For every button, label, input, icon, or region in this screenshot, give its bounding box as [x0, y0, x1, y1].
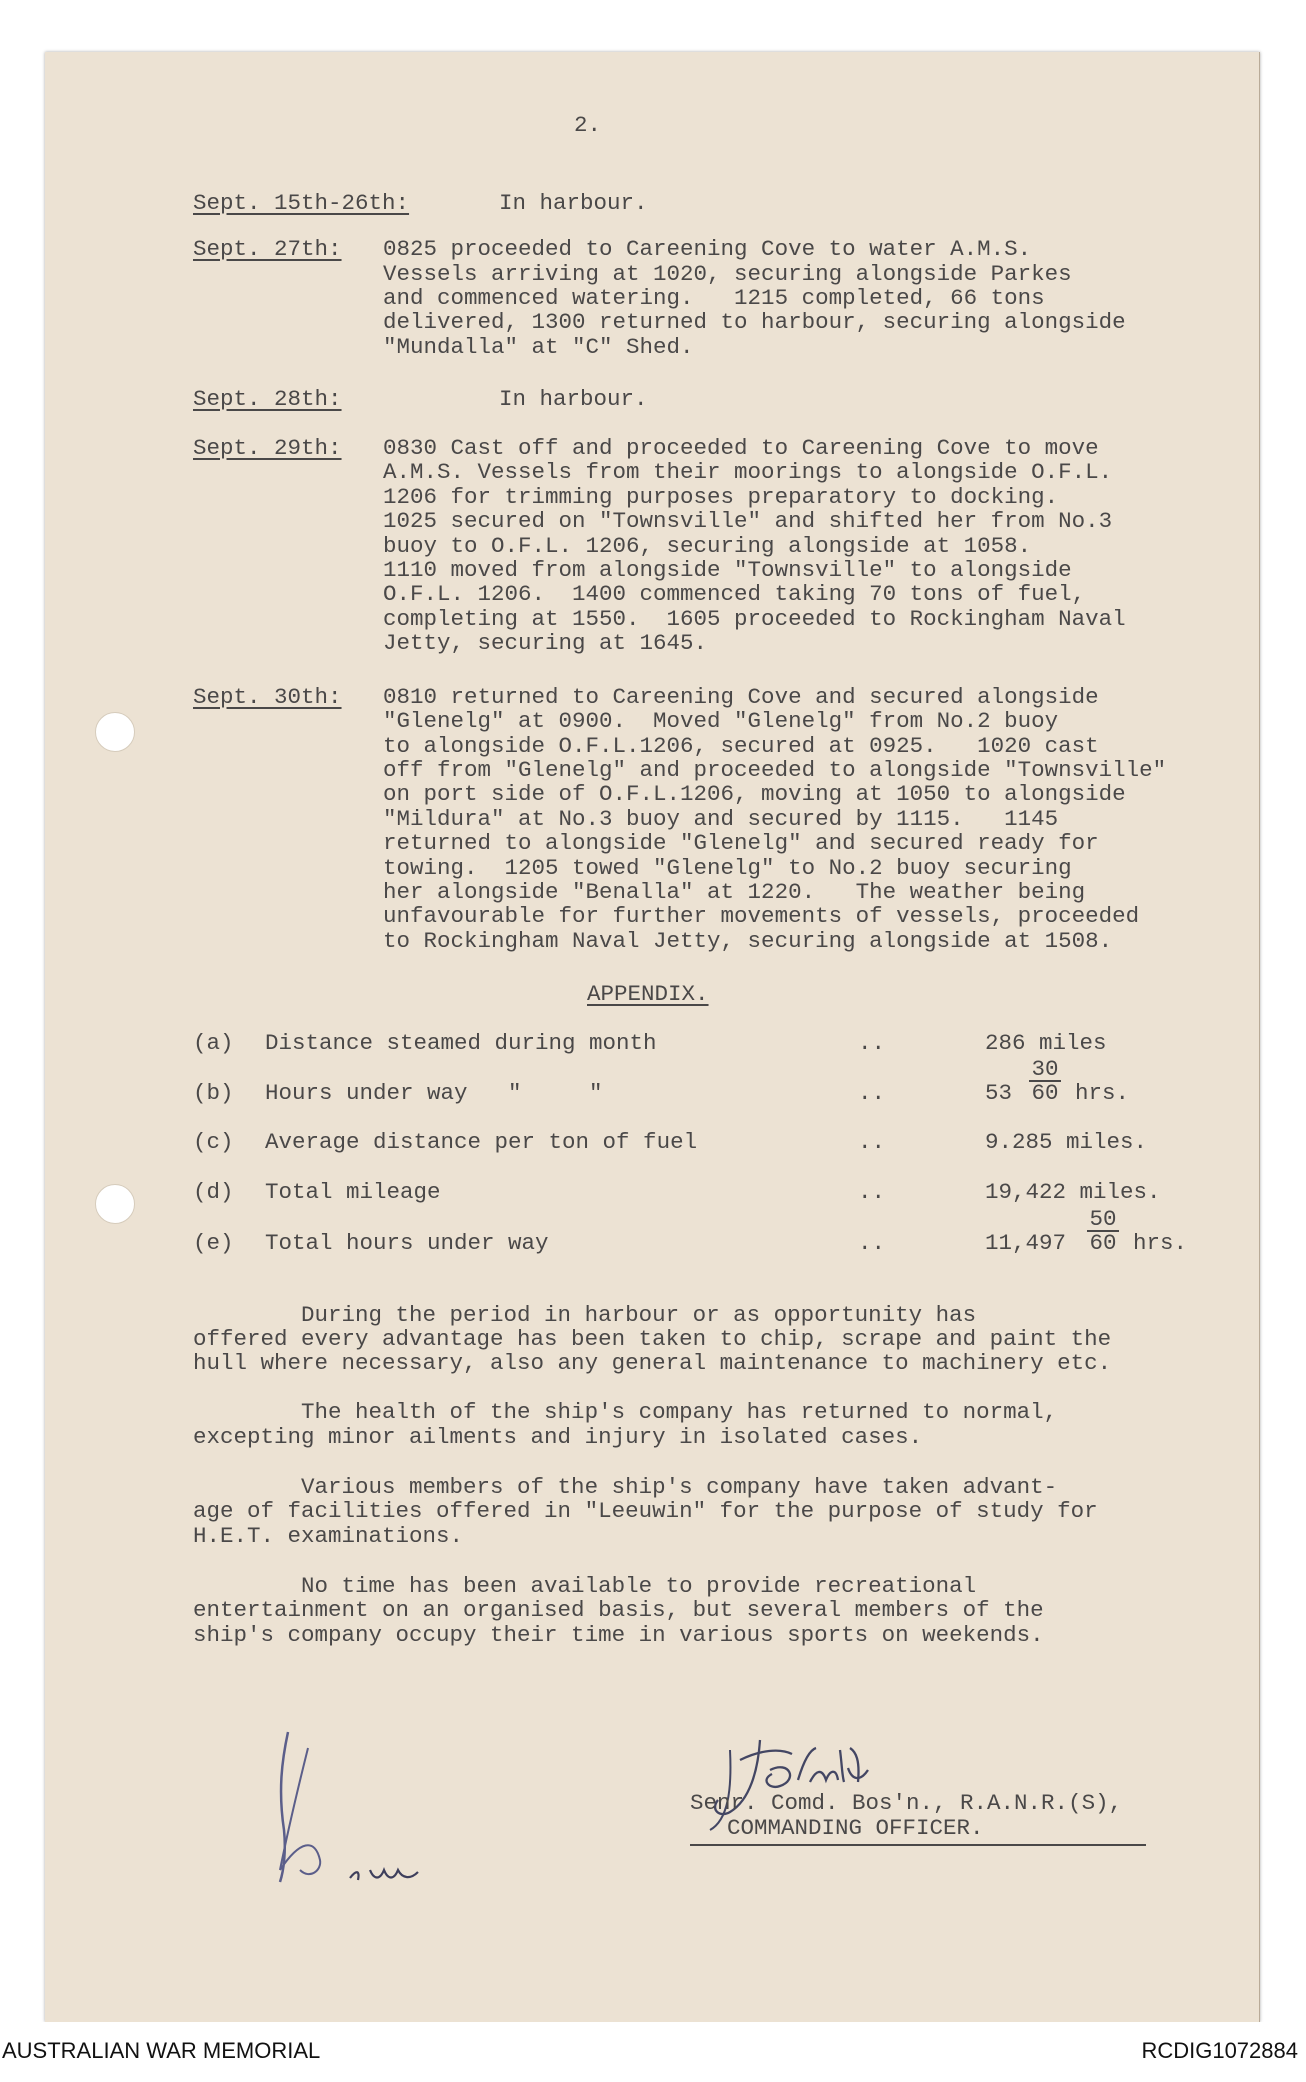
entry-date: Sept. 30th:: [193, 684, 342, 710]
entry-text-line: to Rockingham Naval Jetty, securing alongside at 1508.: [383, 928, 1113, 954]
paragraph-line: ship's company occupy their time in various sports on weekends.: [193, 1622, 1044, 1648]
appendix-value-whole: 53: [985, 1080, 1013, 1106]
page-number: 2.: [574, 112, 602, 138]
footer-left: AUSTRALIAN WAR MEMORIAL: [2, 2038, 321, 2063]
appendix-fraction: [1087, 1206, 1117, 1308]
signature-rank: Senr. Comd. Bos'n., R.A.N.R.(S),: [690, 1790, 1123, 1816]
entry-text-line: and commenced watering. 1215 completed, 66 tons: [383, 285, 1045, 311]
entry-text-line: buoy to O.F.L. 1206, securing alongside at 1058.: [383, 533, 1032, 559]
entry-text-line: her alongside "Benalla" at 1220. The weather being: [383, 879, 1086, 905]
paragraph-line: entertainment on an organised basis, but several members of the: [193, 1597, 1044, 1623]
appendix-title: APPENDIX.: [587, 981, 709, 1007]
entry-text-line: 1110 moved from alongside "Townsville" to alongside: [383, 557, 1072, 583]
entry-text-line: In harbour.: [499, 386, 648, 412]
entry-text-line: on port side of O.F.L.1206, moving at 1050 to alongside: [383, 781, 1126, 807]
paragraph-line: H.E.T. examinations.: [193, 1523, 464, 1549]
fraction-denominator: 60: [1029, 1080, 1061, 1104]
initials-scribble: [260, 1720, 430, 1890]
appendix-dots: ..: [858, 1030, 886, 1056]
entry-text-line: O.F.L. 1206. 1400 commenced taking 70 tons of fuel,: [383, 581, 1086, 607]
paragraph-line: Various members of the ship's company have taken advant-: [193, 1474, 1058, 1500]
appendix-label: Total hours under way: [265, 1230, 549, 1256]
appendix-label: Distance steamed during month: [265, 1030, 657, 1056]
fraction-numerator: 50: [1089, 1206, 1117, 1232]
entry-date: Sept. 29th:: [193, 435, 342, 461]
paragraph-line: No time has been available to provide recreational: [193, 1573, 977, 1599]
appendix-dots: ..: [858, 1080, 886, 1106]
fraction-denominator: 60: [1087, 1230, 1119, 1254]
entry-text-line: 0825 proceeded to Careening Cove to water A.M.S.: [383, 236, 1032, 262]
appendix-value-unit: hrs.: [1075, 1080, 1130, 1106]
entry-date: Sept. 27th:: [193, 236, 342, 262]
entry-text-line: 0810 returned to Careening Cove and secured alongside: [383, 684, 1099, 710]
appendix-dots: ..: [858, 1179, 886, 1205]
punch-hole-top: [95, 712, 135, 752]
entry-text-line: "Mildura" at No.3 buoy and secured by 1115. 1145: [383, 806, 1059, 832]
entry-text-line: unfavourable for further movements of vessels, proceeded: [383, 903, 1140, 929]
appendix-value-unit: hrs.: [1133, 1230, 1188, 1256]
entry-text-line: delivered, 1300 returned to harbour, securing alongside: [383, 309, 1126, 335]
paragraph-line: age of facilities offered in "Leeuwin" for the purpose of study for: [193, 1498, 1098, 1524]
paragraph-line: excepting minor ailments and injury in isolated cases.: [193, 1424, 923, 1450]
appendix-letter: (c): [193, 1129, 234, 1155]
appendix-value-whole: 11,497: [985, 1230, 1067, 1256]
entry-date: Sept. 28th:: [193, 386, 342, 412]
entry-text-line: returned to alongside "Glenelg" and secured ready for: [383, 830, 1099, 856]
entry-text-line: to alongside O.F.L.1206, secured at 0925. 1020 cast: [383, 733, 1099, 759]
appendix-label: Total mileage: [265, 1179, 441, 1205]
signature-rule: [690, 1844, 1146, 1846]
paragraph-line: hull where necessary, also any general maintenance to machinery etc.: [193, 1350, 1112, 1376]
appendix-dots: ..: [858, 1129, 886, 1155]
appendix-value: 19,422 miles.: [985, 1179, 1161, 1205]
entry-text-line: A.M.S. Vessels from their moorings to alongside O.F.L.: [383, 459, 1113, 485]
entry-text-line: Jetty, securing at 1645.: [383, 630, 708, 656]
entry-text-line: completing at 1550. 1605 proceeded to Rockingham Naval: [383, 606, 1126, 632]
paragraph-line: offered every advantage has been taken to chip, scrape and paint the: [193, 1326, 1112, 1352]
appendix-label: Average distance per ton of fuel: [265, 1129, 698, 1155]
fraction-numerator: 30: [1031, 1056, 1059, 1082]
entry-text-line: off from "Glenelg" and proceeded to alongside "Townsville": [383, 757, 1167, 783]
entry-text-line: "Mundalla" at "C" Shed.: [383, 334, 694, 360]
appendix-label: Hours under way " ": [265, 1080, 603, 1106]
entry-text-line: "Glenelg" at 0900. Moved "Glenelg" from No.2 buoy: [383, 708, 1059, 734]
entry-text-line: Vessels arriving at 1020, securing alongside Parkes: [383, 261, 1072, 287]
entry-text-line: In harbour.: [499, 190, 648, 216]
entry-text-line: 0830 Cast off and proceeded to Careening Cove to move: [383, 435, 1099, 461]
appendix-dots: ..: [858, 1230, 886, 1256]
appendix-value: 286 miles: [985, 1030, 1107, 1056]
entry-text-line: 1025 secured on "Townsville" and shifted her from No.3: [383, 508, 1113, 534]
entry-text-line: 1206 for trimming purposes preparatory to docking.: [383, 484, 1059, 510]
appendix-letter: (b): [193, 1080, 234, 1106]
entry-text-line: towing. 1205 towed "Glenelg" to No.2 buoy securing: [383, 855, 1072, 881]
signature-title: COMMANDING OFFICER.: [727, 1815, 984, 1841]
paragraph-line: During the period in harbour or as opportunity has: [193, 1302, 977, 1328]
appendix-letter: (e): [193, 1230, 234, 1256]
footer-right: RCDIG1072884: [1141, 2038, 1298, 2063]
punch-hole-bottom: [95, 1184, 135, 1224]
paragraph-line: The health of the ship's company has returned to normal,: [193, 1399, 1058, 1425]
appendix-letter: (d): [193, 1179, 234, 1205]
appendix-value: 9.285 miles.: [985, 1129, 1148, 1155]
appendix-letter: (a): [193, 1030, 234, 1056]
entry-date: Sept. 15th-26th:: [193, 190, 410, 216]
